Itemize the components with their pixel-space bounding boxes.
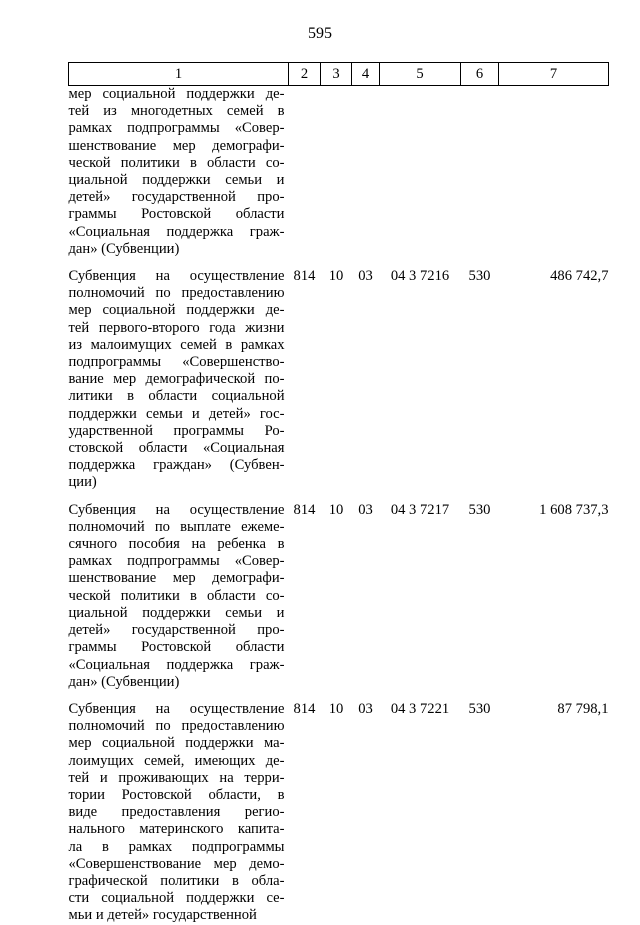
description-line: вание мер демографической по- — [68, 371, 285, 388]
description-line: граммы Ростовской области — [68, 206, 285, 223]
table-row — [69, 502, 609, 691]
description-line: рамках подпрограммы «Совер- — [68, 553, 285, 570]
row-cell-c5: 04 3 7221 — [390, 700, 450, 717]
description-line: мер социальной поддержки де- — [68, 86, 285, 102]
description-line: циальной поддержки семьи и — [68, 172, 285, 189]
row-cell-c6: 530 — [468, 501, 491, 518]
row-spacer-cell — [69, 258, 609, 268]
description-line: «Социальная поддержка граж- — [68, 223, 285, 240]
description-line: литики в области социальной — [68, 388, 285, 405]
description-line: шенствование мер демографи- — [68, 570, 285, 587]
description-line: тей первого-второго года жизни — [68, 319, 285, 336]
row-cell-c4 — [352, 86, 380, 259]
header-col-5: 5 — [380, 63, 461, 86]
description-line: ции) — [68, 474, 97, 491]
row-description — [69, 701, 289, 925]
description-line: полномочий по предоставлению — [68, 718, 285, 735]
table-row — [69, 86, 609, 259]
description-line: детей» государственной про- — [68, 189, 285, 206]
description-line: циальной поддержки семьи и — [68, 604, 285, 621]
row-amount: 1 608 737,3 — [539, 501, 609, 518]
description-line: мер социальной поддержки ма- — [68, 735, 285, 752]
row-cell-c3 — [321, 86, 352, 259]
row-description — [69, 502, 289, 691]
description-line: дан» (Субвенции) — [68, 673, 180, 690]
description-line: Субвенция на осуществление — [68, 501, 285, 518]
row-cell-c3: 10 — [328, 501, 344, 518]
row-cell-c3: 10 — [328, 700, 344, 717]
description-line: поддержки семьи и детей» гос- — [68, 405, 285, 422]
row-description — [69, 268, 289, 492]
description-line: ударственной программы Ро- — [68, 422, 285, 439]
row-amount — [499, 86, 609, 259]
description-line: тей из многодетных семей в — [68, 103, 285, 120]
table-row — [69, 701, 609, 925]
row-cell-c4: 03 — [358, 700, 373, 717]
table-row — [69, 268, 609, 492]
description-line: виде предоставления регио- — [68, 804, 285, 821]
row-cell-c6: 530 — [468, 700, 491, 717]
row-spacer-cell — [69, 691, 609, 701]
header-row — [69, 63, 609, 86]
header-col-1: 1 — [69, 63, 289, 86]
description-line: нального материнского капита- — [68, 821, 285, 838]
row-cell-c2 — [289, 86, 321, 259]
row-cell-c4: 03 — [358, 268, 373, 285]
description-line: ческой политики в области со- — [68, 154, 285, 171]
header-col-6: 6 — [461, 63, 499, 86]
row-cell-c2: 814 — [293, 501, 316, 518]
row-cell-c2: 814 — [293, 268, 316, 285]
row-spacer — [69, 258, 609, 268]
description-line: детей» государственной про- — [68, 622, 285, 639]
row-cell-c5 — [380, 86, 461, 259]
header-col-3: 3 — [321, 63, 352, 86]
description-line: Субвенция на осуществление — [68, 700, 285, 717]
row-cell-c5: 04 3 7217 — [390, 501, 450, 518]
description-line: ческой политики в области со- — [68, 587, 285, 604]
description-line: мер социальной поддержки де- — [68, 302, 285, 319]
description-line: «Социальная поддержка граж- — [68, 656, 285, 673]
description-line: тории Ростовской области, в — [68, 786, 285, 803]
table-body — [69, 86, 609, 925]
row-cell-c5: 04 3 7216 — [390, 268, 450, 285]
header-col-4: 4 — [352, 63, 380, 86]
description-line: граммы Ростовской области — [68, 639, 285, 656]
row-amount: 486 742,7 — [550, 268, 609, 285]
description-line: Субвенция на осуществление — [68, 268, 285, 285]
description-line: из малоимущих семей в рамках — [68, 336, 285, 353]
description-line: лоимущих семей, имеющих де- — [68, 752, 285, 769]
description-line: «Совершенствование мер демо- — [68, 855, 285, 872]
header-col-7: 7 — [499, 63, 609, 86]
row-spacer-cell — [69, 492, 609, 502]
description-line: ла в рамках подпрограммы — [68, 838, 285, 855]
row-spacer — [69, 691, 609, 701]
row-cell-c2: 814 — [293, 700, 316, 717]
row-cell-c3: 10 — [328, 268, 344, 285]
description-line: мьи и детей» государственной — [68, 907, 257, 924]
description-line: стовской области «Социальная — [68, 440, 285, 457]
row-amount: 87 798,1 — [557, 700, 609, 717]
description-line: полномочий по выплате ежеме- — [68, 518, 285, 535]
header-col-2: 2 — [289, 63, 321, 86]
description-line: поддержка граждан» (Субвен- — [68, 457, 285, 474]
description-line: сячного пособия на ребенка в — [68, 536, 285, 553]
row-spacer — [69, 492, 609, 502]
page-number: 595 — [308, 25, 332, 42]
row-cell-c6 — [461, 86, 499, 259]
budget-table — [68, 62, 609, 925]
description-line: шенствование мер демографи- — [68, 137, 285, 154]
description-line: дан» (Субвенции) — [68, 240, 180, 257]
row-cell-c4: 03 — [358, 501, 373, 518]
row-description — [69, 86, 289, 259]
description-line: тей и проживающих на терри- — [68, 769, 285, 786]
description-line: полномочий по предоставлению — [68, 285, 285, 302]
row-cell-c6: 530 — [468, 268, 491, 285]
description-line: сти социальной поддержки се- — [68, 890, 285, 907]
description-line: рамках подпрограммы «Совер- — [68, 120, 285, 137]
description-line: подпрограммы «Совершенство- — [68, 354, 285, 371]
description-line: графической политики в обла- — [68, 872, 285, 889]
